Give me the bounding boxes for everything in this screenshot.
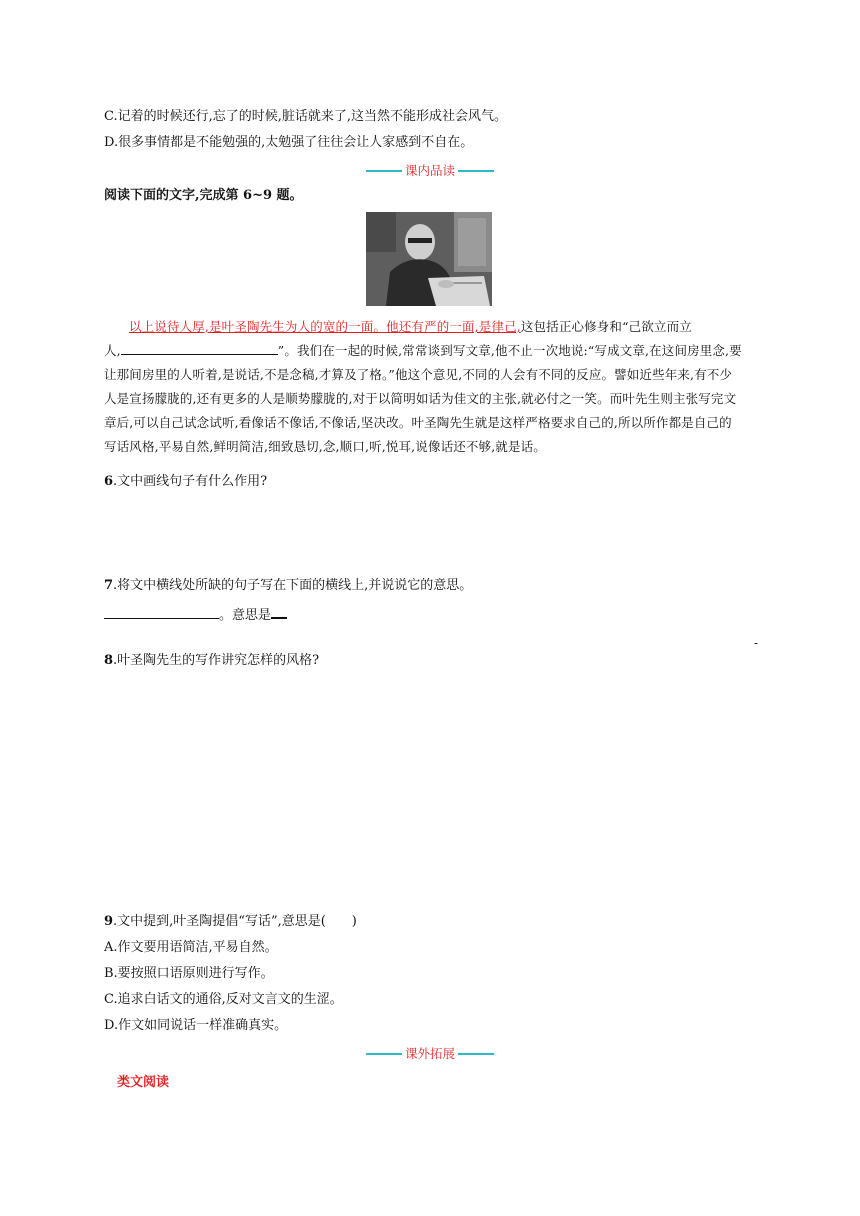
- option-c-prev: C.记着的时候还行,忘了的时候,脏话就来了,这当然不能形成社会风气。: [104, 109, 508, 124]
- passage-line-1: 这包括正心修身和“己欲立而立: [520, 319, 692, 334]
- answer-suffix: 。意思是: [219, 608, 272, 623]
- question-9: [104, 913, 357, 931]
- question-6: [104, 473, 267, 491]
- portrait-photo-image: [366, 212, 492, 306]
- header-rule-right: [458, 170, 494, 172]
- question-text: .将文中横线处所缺的句子写在下面的横线上,并说说它的意思。: [113, 578, 473, 593]
- question-number: 9: [104, 914, 114, 929]
- passage-line-6: 写话风格,平易自然,鲜明简洁,细致恳切,念,顺口,听,悦耳,说像话还不够,就是话。: [104, 439, 546, 454]
- stray-mark: -: [754, 636, 759, 650]
- reading-instruction: 阅读下面的文字,完成第 6~9 题。: [104, 188, 303, 203]
- question-number: 6: [104, 474, 114, 489]
- option-d-prev: D.很多事情都是不能勉强的,太勉强了往往会让人家感到不自在。: [104, 135, 474, 150]
- portrait-photo: [366, 212, 492, 306]
- question-8: [104, 652, 319, 670]
- section-header-in-class: [366, 162, 494, 180]
- header-rule-left: [366, 1053, 402, 1055]
- underlined-sentence: 以上说待人厚,是叶圣陶先生为人的宽的一面。他还有严的一面,是律己,: [129, 319, 521, 334]
- fill-in-blank[interactable]: [121, 342, 278, 355]
- question-7: [104, 577, 472, 595]
- question-number: 7: [104, 578, 114, 593]
- question-text: .叶圣陶先生的写作讲究怎样的风格?: [113, 653, 320, 668]
- meaning-blank[interactable]: [271, 605, 287, 619]
- option-a: A.作文要用语简洁,平易自然。: [104, 940, 278, 955]
- answer-blank[interactable]: [104, 606, 219, 619]
- question-7-answer-line: [104, 605, 287, 625]
- passage-line-2: ”。我们在一起的时候,常常谈到写文章,他不止一次地说:“写成文章,在这间房里念,要: [277, 343, 742, 358]
- header-rule-right: [458, 1053, 494, 1055]
- section-title: 课外拓展: [405, 1046, 456, 1061]
- question-number: 8: [104, 653, 114, 668]
- passage-line-3: 让那间房里的人听着,是说话,不是念稿,才算及了格。”他这个意见,不同的人会有不同的反应。譬如近些年来,有不少: [104, 367, 733, 382]
- passage-line-2-start: 人,: [104, 343, 121, 358]
- section-header-extension: [366, 1045, 494, 1063]
- question-text: .文中画线句子有什么作用?: [113, 474, 268, 489]
- subheading-similar-reading: 类文阅读: [117, 1075, 170, 1090]
- question-text: .文中提到,叶圣陶提倡“写话”,意思是( ): [113, 914, 357, 929]
- passage: [104, 315, 759, 459]
- option-c: C.追求白话文的通俗,反对文言文的生涩。: [104, 992, 343, 1007]
- section-title: 课内品读: [405, 163, 456, 178]
- header-rule-left: [366, 170, 402, 172]
- passage-line-5: 章后,可以自己试念试听,看像话不像话,不像话,坚决改。叶圣陶先生就是这样严格要求自己的,所以所作都是自己的: [104, 415, 732, 430]
- option-b: B.要按照口语原则进行写作。: [104, 966, 274, 981]
- passage-line-4: 人是宣扬朦胧的,还有更多的人是顺势朦胧的,对于以简明如话为佳文的主张,就必付之一笑。而叶先生则主张写完文: [104, 391, 737, 406]
- option-d: D.作文如同说话一样准确真实。: [104, 1018, 288, 1033]
